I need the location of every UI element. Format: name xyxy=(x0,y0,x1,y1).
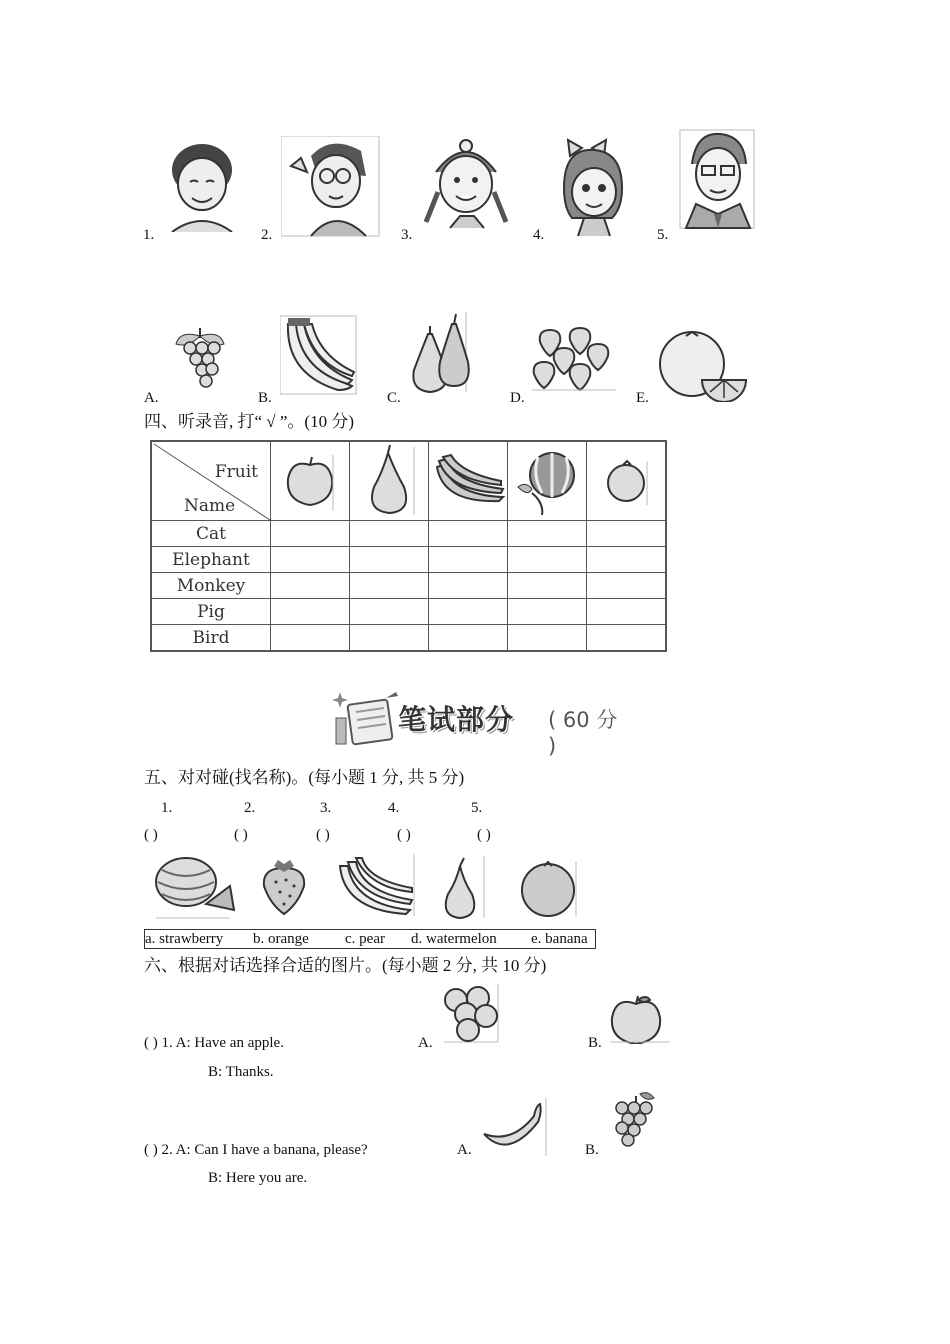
row-name-bird: Bird xyxy=(151,625,271,652)
match-number-1: 1. xyxy=(161,800,173,816)
q2-option-a-label: A. xyxy=(457,1142,472,1158)
table-corner-cell xyxy=(151,441,271,521)
banner-title: 笔试部分 xyxy=(398,703,515,736)
question-1-reply: B: Thanks. xyxy=(208,1064,274,1080)
question-1-line[interactable]: ( ) 1. A: Have an apple. xyxy=(144,1035,284,1051)
check-cell[interactable] xyxy=(508,521,587,547)
answer-bracket-5[interactable]: ( ) xyxy=(477,827,491,843)
bunch-of-bananas-picture xyxy=(334,852,418,918)
watermelon-icon xyxy=(508,443,586,519)
apple-header-cell xyxy=(271,441,350,521)
table-row xyxy=(151,573,666,599)
check-cell[interactable] xyxy=(271,573,350,599)
answer-bracket-1[interactable]: ( ) xyxy=(144,827,158,843)
strawberry-picture xyxy=(258,858,310,916)
girl-pigtails-picture xyxy=(420,132,512,232)
orange-icon xyxy=(587,443,665,519)
row-name-elephant: Elephant xyxy=(151,547,271,573)
check-cell[interactable] xyxy=(271,547,350,573)
table-row xyxy=(151,625,666,652)
option-a: a. strawberry xyxy=(145,931,224,947)
option-b: b. orange xyxy=(253,931,309,947)
pear-icon xyxy=(350,443,428,519)
answer-bracket-2[interactable]: ( ) xyxy=(234,827,248,843)
apple-icon xyxy=(271,443,349,519)
section6-heading: 六、根据对话选择合适的图片。(每小题 2 分, 共 10 分) xyxy=(144,956,547,975)
match-number-5: 5. xyxy=(471,800,483,816)
check-cell[interactable] xyxy=(587,547,667,573)
banana-icon xyxy=(429,443,507,519)
listening-check-table xyxy=(150,440,667,652)
check-cell[interactable] xyxy=(508,599,587,625)
check-cell[interactable] xyxy=(587,625,667,652)
answer-bracket-3[interactable]: ( ) xyxy=(316,827,330,843)
option-e: e. banana xyxy=(531,931,588,947)
man-glasses-tie-picture xyxy=(678,128,756,230)
option-c: c. pear xyxy=(345,931,385,947)
pears-picture xyxy=(408,310,478,394)
watermelon-header-cell xyxy=(508,441,587,521)
check-cell[interactable] xyxy=(508,573,587,599)
bananas-picture xyxy=(280,314,358,396)
fruit-letter-d: D. xyxy=(510,390,525,406)
pear-picture xyxy=(434,856,490,920)
table-row xyxy=(151,547,666,573)
check-cell[interactable] xyxy=(271,599,350,625)
person-number-4: 4. xyxy=(533,227,545,243)
boy-glasses-picture xyxy=(281,136,381,238)
check-cell[interactable] xyxy=(429,573,508,599)
fruit-letter-a: A. xyxy=(144,390,159,406)
check-cell[interactable] xyxy=(587,599,667,625)
name-row-label: Name xyxy=(184,496,236,516)
girl-bow-picture xyxy=(552,138,632,238)
q2-option-b-label: B. xyxy=(585,1142,599,1158)
question-2-reply: B: Here you are. xyxy=(208,1170,308,1186)
person-number-5: 5. xyxy=(657,227,669,243)
orange-header-cell xyxy=(587,441,667,521)
check-cell[interactable] xyxy=(587,573,667,599)
check-cell[interactable] xyxy=(350,547,429,573)
fruit-letter-c: C. xyxy=(387,390,401,406)
check-cell[interactable] xyxy=(587,521,667,547)
q1-option-b-label: B. xyxy=(588,1035,602,1051)
check-cell[interactable] xyxy=(429,521,508,547)
watermelon-slice-picture xyxy=(152,852,236,920)
written-part-banner xyxy=(330,688,630,758)
orange-picture xyxy=(656,330,752,402)
match-number-2: 2. xyxy=(244,800,256,816)
check-cell[interactable] xyxy=(429,625,508,652)
section4-heading: 四、听录音, 打“ √ ”。(10 分) xyxy=(144,412,354,431)
question-2-line[interactable]: ( ) 2. A: Can I have a banana, please? xyxy=(144,1142,368,1158)
table-row xyxy=(151,599,666,625)
orange-fruit-picture xyxy=(518,860,580,918)
row-name-pig: Pig xyxy=(151,599,271,625)
person-number-2: 2. xyxy=(261,227,273,243)
section5-heading: 五、对对碰(找名称)。(每小题 1 分, 共 5 分) xyxy=(144,768,465,787)
boy-curly-hair-picture xyxy=(162,140,242,232)
pear-header-cell xyxy=(350,441,429,521)
banana-header-cell xyxy=(429,441,508,521)
check-cell[interactable] xyxy=(350,625,429,652)
check-cell[interactable] xyxy=(350,521,429,547)
match-number-3: 3. xyxy=(320,800,332,816)
answer-bracket-4[interactable]: ( ) xyxy=(397,827,411,843)
row-name-cat: Cat xyxy=(151,521,271,547)
fruit-column-label: Fruit xyxy=(214,462,258,482)
oranges-pile-picture xyxy=(440,982,502,1044)
row-name-monkey: Monkey xyxy=(151,573,271,599)
strawberries-picture xyxy=(530,318,616,392)
check-cell[interactable] xyxy=(508,625,587,652)
name-options-box xyxy=(144,929,596,949)
banner-score: ( 60 分 ) xyxy=(548,708,618,758)
check-cell[interactable] xyxy=(271,521,350,547)
fruit-letter-e: E. xyxy=(636,390,649,406)
check-cell[interactable] xyxy=(429,599,508,625)
notebook-pencil-icon xyxy=(330,688,400,748)
check-cell[interactable] xyxy=(429,547,508,573)
check-cell[interactable] xyxy=(271,625,350,652)
person-number-3: 3. xyxy=(401,227,413,243)
check-cell[interactable] xyxy=(350,573,429,599)
single-banana-picture xyxy=(478,1096,550,1158)
q1-option-a-label: A. xyxy=(418,1035,433,1051)
person-number-1: 1. xyxy=(143,227,155,243)
fruit-letter-b: B. xyxy=(258,390,272,406)
check-cell[interactable] xyxy=(350,599,429,625)
table-row xyxy=(151,521,666,547)
check-cell[interactable] xyxy=(508,547,587,573)
option-d: d. watermelon xyxy=(411,931,497,947)
grape-bunch-picture xyxy=(606,1090,660,1152)
match-number-4: 4. xyxy=(388,800,400,816)
apple-picture xyxy=(606,992,672,1044)
grapes-picture xyxy=(172,326,230,392)
